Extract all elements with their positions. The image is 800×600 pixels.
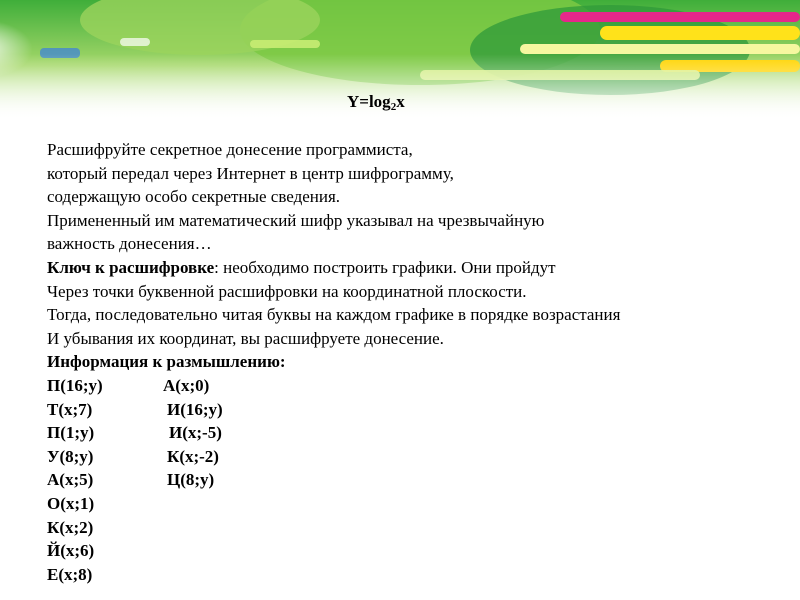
intro-line: который передал через Интернет в центр шифрограмму,	[47, 163, 454, 183]
point-row	[47, 445, 787, 469]
point-left: П(1;y)	[47, 423, 95, 443]
point-row	[47, 374, 787, 398]
point-right: И(16;y)	[167, 399, 223, 419]
body-line: И убывания их координат, вы расшифруете донесение.	[47, 328, 444, 348]
body-line: Тогда, последовательно читая буквы на каждом графике в порядке возрастания	[47, 305, 621, 325]
point-left: О(x;1)	[47, 493, 95, 513]
body-line: Через точки буквенной расшифровки на координатной плоскости.	[47, 281, 527, 301]
intro-line: важность донесения…	[47, 234, 212, 254]
formula-title: $Y=\log_2x$	[347, 92, 405, 113]
key-label: Ключ к расшифровке	[47, 257, 215, 277]
point-row	[47, 563, 787, 587]
point-row	[47, 539, 787, 563]
point-right: Ц(8;y)	[167, 470, 215, 490]
point-right: И(x;-5)	[169, 423, 222, 443]
info-heading: Информация к размышлению:	[47, 352, 286, 372]
point-left: П(16;y)	[47, 375, 103, 395]
intro-line: Примененный им математический шифр указывал на чрезвычайную	[47, 210, 545, 230]
key-line	[47, 256, 787, 280]
point-left: Е(x;8)	[47, 564, 93, 584]
point-row	[47, 421, 787, 445]
point-left: У(8;y)	[47, 446, 94, 466]
point-left: К(x;2)	[47, 517, 94, 537]
point-left: Й(x;6)	[47, 541, 95, 561]
point-row	[47, 398, 787, 422]
point-row	[47, 468, 787, 492]
point-row	[47, 516, 787, 540]
intro-line: Расшифруйте секретное донесение программиста,	[47, 140, 413, 159]
key-text: : необходимо построить графики. Они пройдут	[214, 257, 556, 277]
point-right: К(x;-2)	[167, 446, 219, 466]
intro-line: содержащую особо секретные сведения.	[47, 187, 341, 207]
text-block	[47, 138, 787, 586]
points-list	[47, 374, 787, 586]
point-right: А(x;0)	[163, 375, 210, 395]
point-row	[47, 492, 787, 516]
point-left: Т(x;7)	[47, 399, 93, 419]
point-left: А(x;5)	[47, 470, 94, 490]
